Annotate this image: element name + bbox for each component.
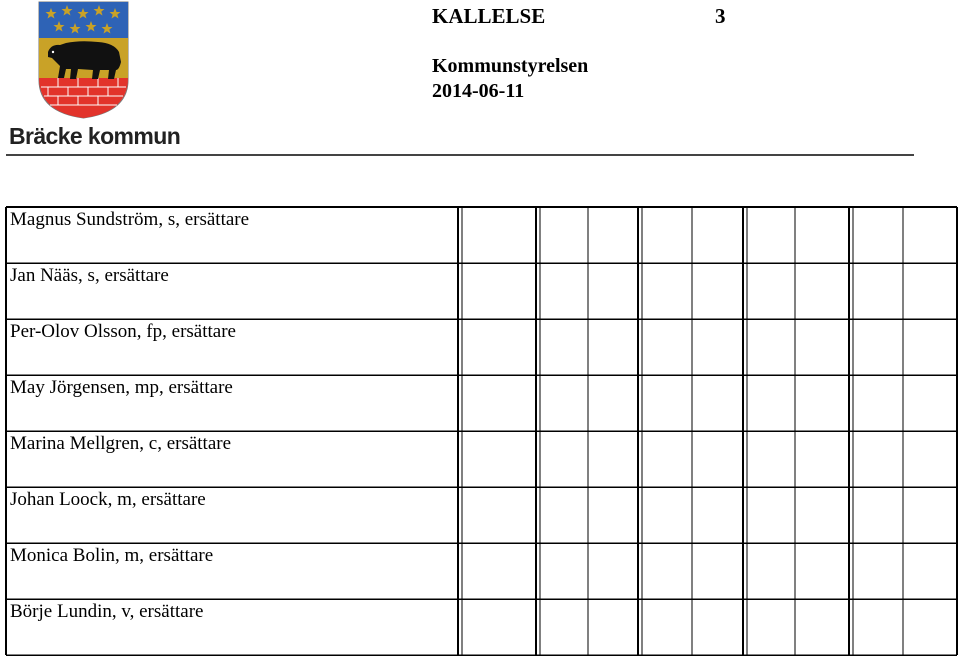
attendee-name: Jan Nääs, s, ersättare xyxy=(10,265,169,286)
attendee-name: Marina Mellgren, c, ersättare xyxy=(10,433,232,454)
attendee-name: May Jörgensen, mp, ersättare xyxy=(10,377,233,398)
attendee-name: Magnus Sundström, s, ersättare xyxy=(10,209,250,230)
attendee-name: Monica Bolin, m, ersättare xyxy=(10,545,214,566)
organization-name: Kommunstyrelsen xyxy=(432,55,589,77)
attendee-name: Per-Olov Olsson, fp, ersättare xyxy=(10,321,236,342)
meeting-date: 2014-06-11 xyxy=(432,80,525,102)
municipality-name-logo-text: Bräcke kommun xyxy=(9,123,181,149)
attendee-name: Johan Loock, m, ersättare xyxy=(10,489,206,510)
document-title: KALLELSE xyxy=(432,4,546,28)
attendee-name: Börje Lundin, v, ersättare xyxy=(10,601,204,622)
page-number: 3 xyxy=(715,4,726,28)
